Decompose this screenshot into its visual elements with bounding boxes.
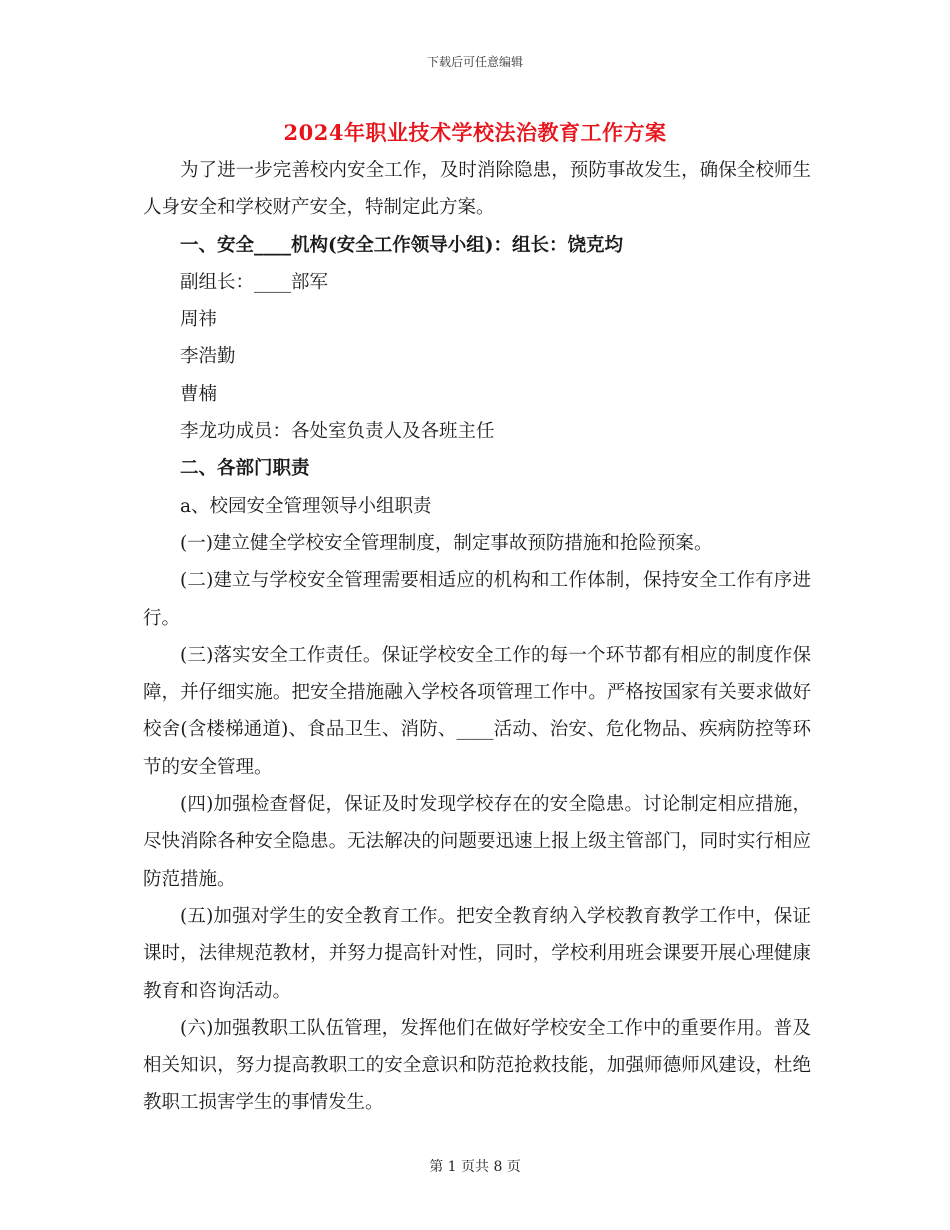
list-item: 曹楠 <box>180 383 218 405</box>
list-item: 李龙功成员：各处室负责人及各班主任 <box>180 421 495 443</box>
section-heading-duties: 二、各部门职责 <box>180 458 310 480</box>
intro-paragraph: 为了进一步完善校内安全工作，及时消除隐患，预防事故发生，确保全校师生人身安全和学校财产安全，特制定此方案。 <box>143 160 811 219</box>
duty-paragraph: (一)建立健全学校安全管理制度，制定事故预防措施和抢险预案。 <box>180 532 713 554</box>
duty-paragraph: (二)建立与学校安全管理需要相适应的机构和工作体制，保持安全工作有序进行。 <box>143 570 811 629</box>
list-item: 副组长：____部军 <box>180 271 329 293</box>
list-item: 李浩勤 <box>180 346 236 368</box>
duty-paragraph: (三)落实安全工作责任。保证学校安全工作的每一个环节都有相应的制度作保障，并仔细实施。把安全措施融入学校各项管理工作中。严格按国家有关要求做好校舍(含楼梯通道)、食品卫生、消防、____活动、治安、危化物品、疾病防控等环节的安全管理。 <box>143 644 811 778</box>
section-heading-organization: 一、安全____机构(安全工作领导小组)：组长：饶克均 <box>180 234 624 256</box>
duty-paragraph: (四)加强检查督促，保证及时发现学校存在的安全隐患。讨论制定相应措施，尽快消除各种安全隐患。无法解决的问题要迅速上报上级主管部门，同时实行相应防范措施。 <box>143 794 811 890</box>
list-item: 周祎 <box>180 309 218 331</box>
document-body <box>143 152 811 1122</box>
duty-paragraph: (六)加强教职工队伍管理，发挥他们在做好学校安全工作中的重要作用。普及相关知识，努力提高教职工的安全意识和防范抢救技能，加强师德师风建设，杜绝教职工损害学生的事情发生。 <box>143 1017 811 1114</box>
header-note: 下载后可任意编辑 <box>426 55 523 69</box>
duty-paragraph: (五)加强对学生的安全教育工作。把安全教育纳入学校教育教学工作中，保证课时，法律规范教材，并努力提高针对性，同时，学校利用班会课要开展心理健康教育和咨询活动。 <box>143 905 811 1002</box>
document-title: 2024年职业技术学校法治教育工作方案 <box>283 120 667 145</box>
page-footer: 第 1 页共 8 页 <box>429 1159 521 1175</box>
subsection-heading: a、校园安全管理领导小组职责 <box>180 495 432 517</box>
